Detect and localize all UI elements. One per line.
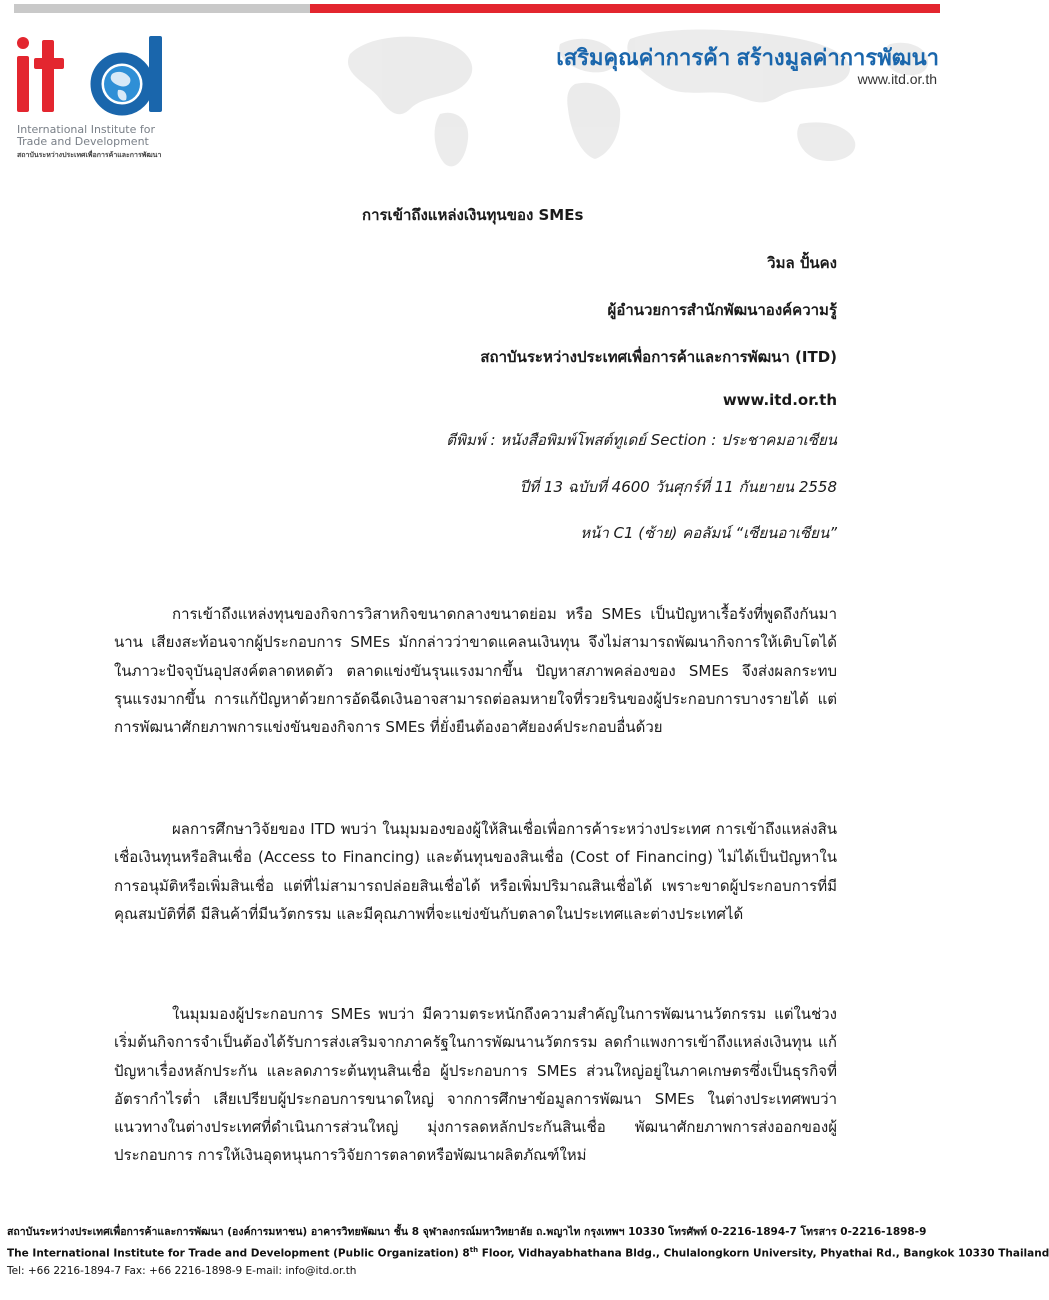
footer-english-address-part1: The International Institute for Trade and Development (Public Organization) 8 [7, 1247, 470, 1259]
footer-english-address-sup: th [469, 1245, 479, 1254]
publication-source: ตีพิมพ์ : หนังสือพิมพ์โพสต์ทูเดย์ Section : ประชาคมอาเซียน [446, 431, 837, 449]
logo-text-line2: Trade and Development [17, 135, 149, 148]
top-bar-gray [14, 4, 310, 13]
article-title: การเข้าถึงแหล่งเงินทุนของ SMEs [362, 206, 584, 224]
publication-issue: ปีที่ 13 ฉบับที่ 4600 วันศุกร์ที่ 11 กันยายน 2558 [519, 478, 837, 496]
body-paragraph-1: การเข้าถึงแหล่งทุนของกิจการวิสาหกิจขนาดกลางขนาดย่อม หรือ SMEs เป็นปัญหาเรื้อรังที่พูดถึงกันมานาน เสียงสะท้อนจากผู้ประกอบการ SMEs มักกล่าวว่าขาดแคลนเงินทุน จึงไม่สามารถพัฒนากิจการให้เติบโตได้ ในภาวะปัจจุบันอุปสงค์ตลาดหดตัว ตลาดแข่งขันรุนแรงมากขึ้น ปัญหาสภาพคล่องของ SMEs จึงส่งผลกระทบรุนแรงมากขึ้น การแก้ปัญหาด้วยการอัดฉีดเงินอาจสามารถต่อลมหายใจที่รวยรินของผู้ประกอบการบางรายได้ แต่การพัฒนาศักยภาพการแข่งขันของกิจการ SMEs ที่ยั่งยืนต้องอาศัยองค์ประกอบอื่นด้วย [114, 605, 837, 737]
header-website: www.itd.or.th [857, 71, 937, 87]
body-paragraph-2: ผลการศึกษาวิจัยของ ITD พบว่า ในมุมมองของผู้ให้สินเชื่อเพื่อการค้าระหว่างประเทศ การเข้าถึงแหล่งสินเชื่อเงินทุนหรือสินเชื่อ (Access to Financing) และต้นทุนของสินเชื่อ (Cost of Financing) ไม่ได้เป็นปัญหาในการอนุมัติหรือเพิ่มสินเชื่อ แต่ที่ไม่สามารถปล่อยสินเชื่อได้ หรือเพิ่มปริมาณสินเชื่อได้ เพราะขาดผู้ประกอบการที่มีคุณสมบัติที่ดี มีสินค้าที่มีนวัตกรรม และมีคุณภาพที่จะแข่งขันกับตลาดในประเทศและต่างประเทศได้ [114, 820, 837, 923]
header-slogan: เสริมคุณค่าการค้า สร้างมูลค่าการพัฒนา [556, 45, 939, 70]
author-organization: สถาบันระหว่างประเทศเพื่อการค้าและการพัฒนา (ITD) [480, 348, 837, 366]
itd-logo-mark [14, 34, 174, 118]
author-name: วิมล ปั้นคง [767, 254, 837, 272]
author-website: www.itd.or.th [722, 391, 837, 409]
logo-text-line3: สถาบันระหว่างประเทศเพื่อการค้าและการพัฒนา [17, 151, 162, 159]
footer-contact: Tel: +66 2216-1894-7 Fax: +66 2216-1898-9 E-mail: info@itd.or.th [7, 1264, 357, 1277]
logo-text-line1: International Institute for [17, 123, 156, 136]
footer-english-address-part2: Floor, Vidhayabhathana Bldg., Chulalongkorn University, Phyathai Rd., Bangkok 10330 Thailand [478, 1247, 1049, 1259]
world-map-watermark [330, 14, 950, 174]
itd-logo [14, 34, 174, 164]
footer-thai-address: สถาบันระหว่างประเทศเพื่อการค้าและการพัฒนา (องค์การมหาชน) อาคารวิทยพัฒนา ชั้น 8 จุฬาลงกรณ์มหาวิทยาลัย ถ.พญาไท กรุงเทพฯ 10330 โทรศัพท์ 0-2216-1894-7 โทรสาร 0-2216-1898-9 [7, 1226, 927, 1238]
top-bar-red [310, 4, 940, 13]
publication-page-column: หน้า C1 (ซ้าย) คอลัมน์ “เซียนอาเซียน” [580, 524, 837, 542]
footer-english-address [7, 1242, 1049, 1263]
body-paragraph-3: ในมุมมองผู้ประกอบการ SMEs พบว่า มีความตระหนักถึงความสำคัญในการพัฒนานวัตกรรม แต่ในช่วงเริ่มต้นกิจการจำเป็นต้องได้รับการส่งเสริมจากภาครัฐในการพัฒนานวัตกรรม ลดกำแพงการเข้าถึงแหล่งเงินทุน แก้ปัญหาเรื่องหลักประกัน และลดภาระต้นทุนสินเชื่อ ผู้ประกอบการ SMEs ส่วนใหญ่อยู่ในภาคเกษตรซึ่งเป็นธุรกิจที่อัตรากำไรต่ำ เสียเปรียบผู้ประกอบการขนาดใหญ่ จากการศึกษาข้อมูลการพัฒนา SMEs ในต่างประเทศพบว่า แนวทางในต่างประเทศที่ดำเนินการส่วนใหญ่ มุ่งการลดหลักประกันสินเชื่อ พัฒนาศักยภาพการส่งออกของผู้ประกอบการ การให้เงินอุดหนุนการวิจัยการตลาดหรือพัฒนาผลิตภัณฑ์ใหม่ [114, 1005, 837, 1165]
author-position: ผู้อำนวยการสำนักพัฒนาองค์ความรู้ [607, 301, 837, 319]
footer [7, 1224, 1049, 1280]
